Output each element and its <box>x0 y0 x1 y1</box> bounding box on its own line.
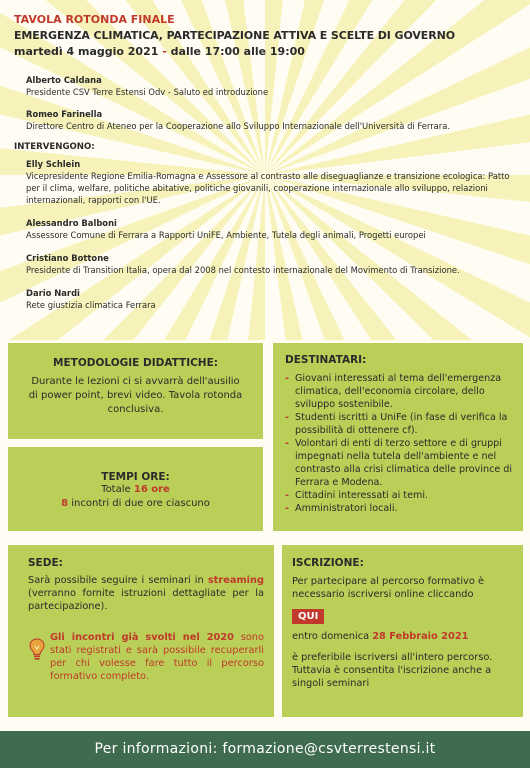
speaker-name: Alberto Caldana <box>26 75 102 85</box>
sede-box <box>8 545 274 717</box>
speaker-role: Presidente CSV Terre Estensi Odv - Saluto ed introduzione <box>26 87 269 97</box>
tempi-box <box>8 447 263 531</box>
destinatari-list <box>285 372 513 515</box>
program-section <box>0 0 530 330</box>
speaker-4 <box>26 287 516 311</box>
tempi-line-2 <box>18 497 253 511</box>
register-button[interactable]: QUI <box>292 609 324 624</box>
tempi-total-label: Totale <box>101 484 131 495</box>
tempi-meetings-text: incontri di due ore ciascuno <box>71 498 210 509</box>
sede-note-text <box>50 631 264 683</box>
speaker-role: Direttore Centro di Ateneo per la Cooperazione allo Sviluppo Internazionale dell'Università di Ferrara. <box>26 121 451 131</box>
sede-title: SEDE: <box>28 557 63 569</box>
sede-note-highlight: Gli incontri già svolti nel 2020 <box>50 632 234 643</box>
speaker-1 <box>26 158 516 206</box>
speaker-name: Elly Schlein <box>26 159 81 169</box>
tempi-total-hours: 16 ore <box>133 484 170 495</box>
speaker-name: Romeo Farinella <box>26 109 103 119</box>
destinatari-title: DESTINATARI: <box>285 354 367 366</box>
sede-note <box>28 631 264 683</box>
date-dash: - <box>162 45 167 58</box>
event-time: dalle 17:00 alle 19:00 <box>170 45 305 58</box>
intervengono-heading: INTERVENGONO: <box>14 142 95 152</box>
deadline-label: entro domenica <box>292 631 370 642</box>
deadline-date: 28 Febbraio 2021 <box>372 631 469 642</box>
speaker-role: Rete giustizia climatica Ferrara <box>26 300 156 310</box>
list-item: - Amministratori locali. <box>285 502 513 515</box>
speaker-name: Dario Nardi <box>26 288 80 298</box>
speaker-name: Alessandro Balboni <box>26 218 117 228</box>
iscrizione-text-1: Per partecipare al percorso formativo è necessario iscriversi online cliccando <box>292 576 484 600</box>
info-footer <box>0 731 530 768</box>
speaker-intro-1 <box>26 74 516 98</box>
iscrizione-title: ISCRIZIONE: <box>292 557 364 569</box>
speaker-3 <box>26 252 516 276</box>
tempi-meetings-count: 8 <box>61 498 69 509</box>
contact-email-link[interactable]: Per informazioni: formazione@csvterrestensi.it <box>94 741 436 757</box>
speaker-name: Cristiano Bottone <box>26 253 109 263</box>
list-item: - Studenti iscritti a UniFe (in fase di verifica la possibilità di ottenere cf). <box>285 411 513 437</box>
metodologie-text: Durante le lezioni ci si avvarrà dell'ausilio di power point, brevi video. Tavola rotonda conclusiva. <box>28 376 243 415</box>
destinatari-box <box>273 343 523 531</box>
iscrizione-deadline <box>292 630 513 643</box>
speaker-role: Presidente di Transition Italia, opera dal 2008 nel contesto internazionale del Movimento di Transizione. <box>26 265 460 275</box>
metodologie-title: METODOLOGIE DIDATTICHE: <box>53 357 218 369</box>
tempi-line-1 <box>18 483 253 497</box>
sede-streaming: streaming <box>207 575 264 586</box>
sede-text <box>28 574 264 613</box>
sede-text-post: (verranno fornite istruzioni dettagliate per la partecipazione). <box>28 588 264 612</box>
speaker-role: Assessore Comune di Ferrara a Rapporti UniFE, Ambiente, Tutela degli animali, Progetti europei <box>26 230 426 240</box>
event-datetime <box>14 45 305 58</box>
sede-text-pre: Sarà possibile seguire i seminari in <box>28 575 204 586</box>
speaker-intro-2 <box>26 108 516 132</box>
event-subtitle: EMERGENZA CLIMATICA, PARTECIPAZIONE ATTIVA E SCELTE DI GOVERNO <box>14 29 455 42</box>
iscrizione-text-2: è preferibile iscriversi all'intero percorso. Tuttavia è consentita l'iscrizione anche a singoli seminari <box>292 652 493 689</box>
speaker-role: Vicepresidente Regione Emilia-Romagna e Assessore al contrasto alle diseguaglianze e transizione ecologica: Patto per il clima, welfare, politiche abitative, politiche giovanili, cooperazione internazionale allo sviluppo, relazioni internazionali, rapporti con l'UE. <box>26 171 510 205</box>
metodologie-box <box>8 343 263 439</box>
event-title: TAVOLA ROTONDA FINALE <box>14 13 175 26</box>
event-date: martedì 4 maggio 2021 <box>14 45 159 58</box>
tempi-title: TEMPI ORE: <box>101 471 170 483</box>
list-item: - Giovani interessati al tema dell'emergenza climatica, dell'economia circolare, dello sviluppo sostenibile. <box>285 372 513 411</box>
list-item: - Volontari di enti di terzo settore e di gruppi impegnati nella tutela dell'ambiente e nel contrasto alla crisi climatica delle province di Ferrara e Modena. <box>285 437 513 489</box>
sede-note-body: sono stati registrati e sarà possibile recuperarli per chi volesse fare tutto il percorso formativo completo. <box>50 632 264 682</box>
speaker-2 <box>26 217 516 241</box>
iscrizione-box <box>282 545 523 717</box>
lightbulb-icon <box>28 637 46 661</box>
list-item: - Cittadini interessati ai temi. <box>285 489 513 502</box>
